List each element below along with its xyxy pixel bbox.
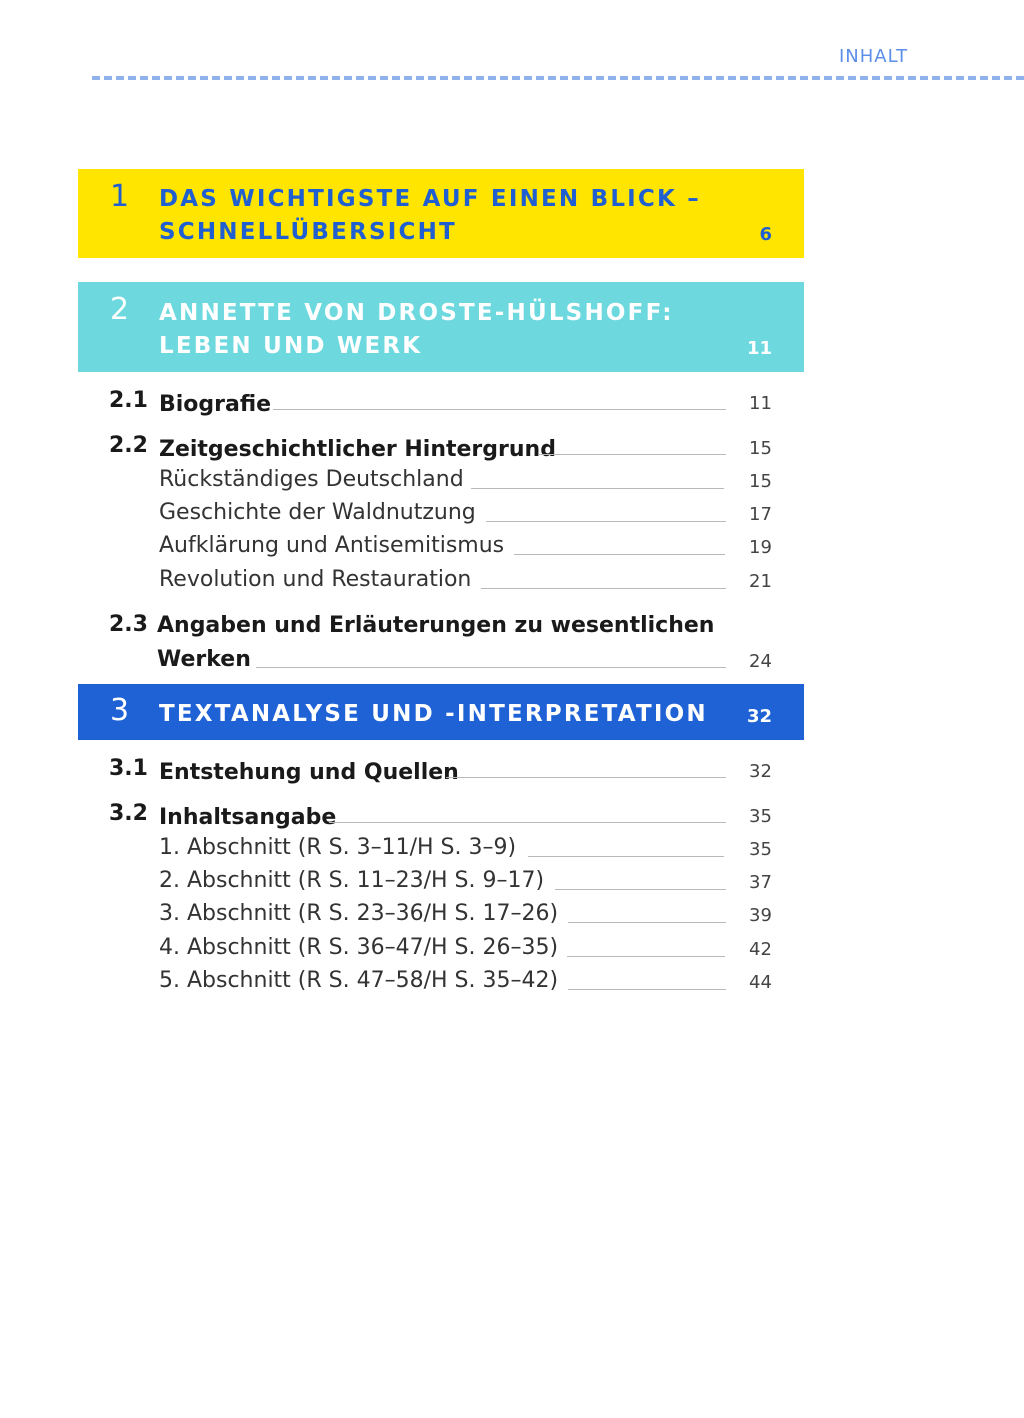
section-number: 2.3 bbox=[109, 612, 148, 637]
chapter-2-banner[interactable] bbox=[78, 282, 804, 372]
subsection-page: 21 bbox=[749, 571, 772, 592]
leader-line bbox=[471, 488, 724, 489]
leader-line bbox=[568, 922, 726, 923]
leader-line bbox=[486, 521, 726, 522]
section-title: Biografie bbox=[159, 392, 272, 417]
subsection-title: 4. Abschnitt (R S. 36–47/H S. 26–35) bbox=[159, 935, 559, 960]
subsection-title: Aufklärung und Antisemitismus bbox=[159, 533, 505, 558]
subsection-title: 5. Abschnitt (R S. 47–58/H S. 35–42) bbox=[159, 968, 559, 993]
chapter-title: TEXTANALYSE UND -INTERPRETATION bbox=[159, 701, 708, 727]
leader-line bbox=[567, 956, 725, 957]
section-page: 11 bbox=[749, 393, 772, 414]
subsection-title: Rückständiges Deutschland bbox=[159, 467, 464, 492]
chapter-number: 1 bbox=[110, 179, 130, 214]
subsection-page: 35 bbox=[749, 839, 772, 860]
subsection-page: 19 bbox=[749, 537, 772, 558]
section-title: Inhaltsangabe bbox=[159, 805, 337, 830]
section-page: 35 bbox=[749, 806, 772, 827]
section-page: 15 bbox=[749, 438, 772, 459]
chapter-page: 6 bbox=[759, 224, 772, 245]
leader-line bbox=[446, 777, 726, 778]
section-page: 32 bbox=[749, 761, 772, 782]
section-title: Angaben und Erläuterungen zu wesentlichen Werken bbox=[157, 613, 715, 672]
section-title: Zeitgeschichtlicher Hintergrund bbox=[159, 437, 556, 462]
subsection-title: Geschichte der Waldnutzung bbox=[159, 500, 476, 525]
leader-line bbox=[538, 454, 726, 455]
subsection-page: 15 bbox=[749, 471, 772, 492]
leader-line bbox=[273, 409, 726, 410]
header-dashed-rule bbox=[92, 76, 1024, 80]
leader-line bbox=[256, 667, 726, 668]
chapter-3-banner[interactable] bbox=[78, 684, 804, 740]
section-title: Entstehung und Quellen bbox=[159, 760, 459, 785]
leader-line bbox=[329, 822, 726, 823]
subsection-page: 44 bbox=[749, 972, 772, 993]
section-number: 2.2 bbox=[109, 433, 148, 458]
chapter-1-banner[interactable] bbox=[78, 169, 804, 258]
section-number: 3.2 bbox=[109, 801, 148, 826]
chapter-title: DAS WICHTIGSTE AUF EINEN BLICK – SCHNELLÜBERSICHT bbox=[159, 186, 701, 245]
leader-line bbox=[528, 856, 724, 857]
leader-line bbox=[555, 889, 726, 890]
chapter-number: 2 bbox=[110, 292, 130, 327]
subsection-title: 2. Abschnitt (R S. 11–23/H S. 9–17) bbox=[159, 868, 545, 893]
subsection-title: 3. Abschnitt (R S. 23–36/H S. 17–26) bbox=[159, 901, 559, 926]
leader-line bbox=[514, 554, 725, 555]
section-number: 2.1 bbox=[109, 388, 148, 413]
running-header: INHALT bbox=[839, 46, 909, 67]
subsection-page: 39 bbox=[749, 905, 772, 926]
subsection-page: 17 bbox=[749, 504, 772, 525]
leader-line bbox=[568, 989, 726, 990]
subsection-page: 37 bbox=[749, 872, 772, 893]
chapter-page: 11 bbox=[746, 338, 772, 359]
chapter-number: 3 bbox=[110, 693, 130, 728]
section-page: 24 bbox=[749, 651, 772, 672]
chapter-page: 32 bbox=[746, 706, 772, 727]
section-number: 3.1 bbox=[109, 756, 148, 781]
leader-line bbox=[481, 588, 726, 589]
subsection-page: 42 bbox=[749, 939, 772, 960]
chapter-title: ANNETTE VON DROSTE-HÜLSHOFF: LEBEN UND WERK bbox=[159, 300, 674, 359]
subsection-title: Revolution und Restauration bbox=[159, 567, 472, 592]
subsection-title: 1. Abschnitt (R S. 3–11/H S. 3–9) bbox=[159, 835, 517, 860]
